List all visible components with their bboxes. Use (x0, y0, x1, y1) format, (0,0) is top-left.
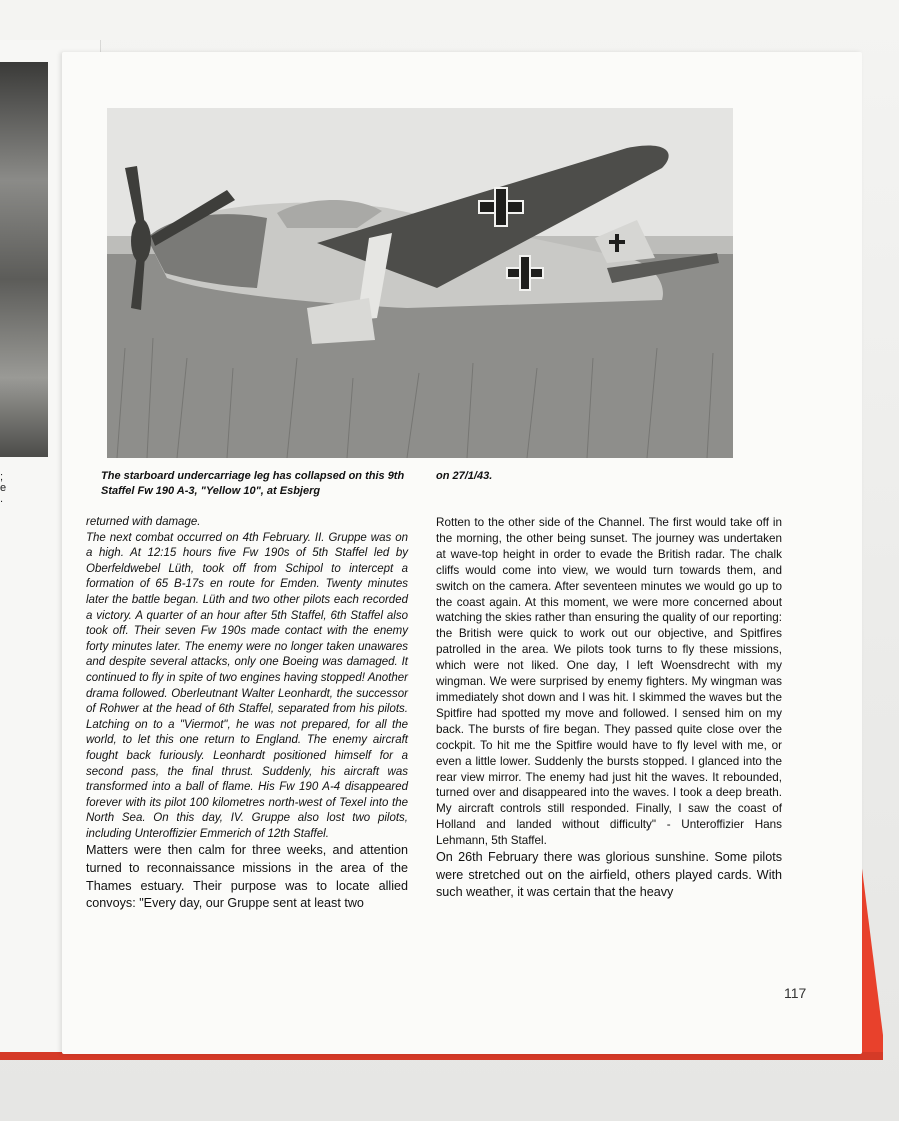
paragraph: On 26th February there was glorious sunshine. Some pilots were stretched out on the airfield, others played cards. With such weather, it was certain that the heavy (436, 850, 782, 900)
page-number: 117 (784, 985, 807, 1001)
paragraph: Rotten to the other side of the Channel. The first would take off in the morning, the other being sunset. The journey was undertaken at wave-top height in order to evade the British radar. The chalk cliffs would come into view, we would turn towards them, and switch on the camera. After seventeen minutes we would go up to the coast again. At this moment, we were more concerned about watching the skies rather than ensuring the quality of our reporting: the British were quick to work out our objective, and Spitfires patrolled in the area. We pilots took turns to fly these missions, which were not liked. One day, I left Woensdrecht with my wingman. We were surprised by enemy fighters. My wingman was immediately shot down and I was hit. I skimmed the waves but the Spitfire had spotted my move and followed. I sensed him on my back. The bursts of fire began. They passed quite close over the cockpit. To hit me the Spitfire would have to fly level with me, or even a little lower. Suddenly the bursts stopped. I glanced into the rear view mirror. The enemy had just hit the waves. It rebounded, turned over and disappeared into the waves. I took a deep breath. My aircraft controls still responded. Finally, I saw the coast of Holland and landed without difficulty" - Unteroffizier Hans Lehmann, 5th Staffel. (436, 516, 782, 848)
paragraph: returned with damage. (86, 516, 201, 528)
text-column-right (436, 515, 782, 902)
aircraft-photo (107, 108, 733, 458)
photo-caption: The starboard undercarriage leg has collapsed on this 9th Staffel Fw 190 A-3, "Yellow 10", at Esbjerg (101, 470, 405, 497)
facing-page-photo (0, 62, 48, 457)
aircraft-photo-icon (107, 108, 733, 458)
photo-caption-date: on 27/1/43. (436, 470, 493, 482)
paragraph: The next combat occurred on 4th February. II. Gruppe was on a high. At 12:15 hours five Fw 190s of 5th Staffel led by Oberfeldwebel Lüth, took off from Schipol to intercept a formation of 65 B-17s en route for Emden. Twenty minutes later the battle began. Lüth and two other pilots each recorded a victory. A quarter of an hour after 5th Staffel, 6th Staffel also took off. Their seven Fw 190s made contact with the enemy forty minutes later. The enemy were no longer taken unawares and despite several attacks, only one Boeing was damaged. It continued to fly in spite of two engines having stopped! Another drama followed. Oberleutnant Walter Leonhardt, the successor of Rohwer at the head of 6th Staffel, separated from his pilots. Latching on to a "Viermot", he was not prepared, for all the world, to let this one return to England. The enemy aircraft fought back furiously. Leonhardt positioned himself for a second pass, the final thrust. Suddenly, his aircraft was transformed into a ball of flame. His Fw 190 A-4 disappeared forever with its pilot 100 kilometres north-west of Texel into the North Sea. On this day, IV. Gruppe also lost two pilots, including Unteroffizier Emmerich of 12th Staffel. (86, 531, 408, 840)
paragraph: Matters were then calm for three weeks, and attention turned to reconnaissance missions in the area of the Thames estuary. Their purpose was to locate allied convoys: "Every day, our Gruppe sent at least two (86, 843, 408, 911)
facing-page-text-fragment: ; e . (0, 472, 7, 505)
text-column-left (86, 515, 408, 913)
